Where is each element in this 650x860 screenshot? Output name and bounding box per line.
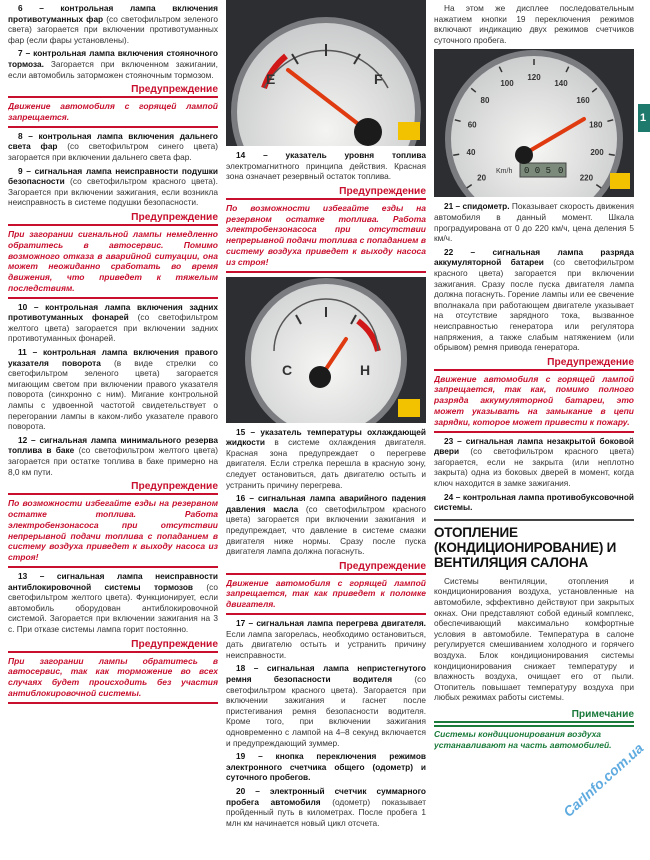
paragraph <box>8 166 218 208</box>
item-text: (со светофильтром красного цвета). Загорается при включении зажигания и гаснет после пристегивания ремня безопасности водителя. Кроме того, при включении зажигания одновременно с лампой на 4–8 секунд включается и предупреждающий зуммер. <box>226 674 426 748</box>
item-text: Если лампа загорелась, необходимо остановиться, дать двигателю остыть и устранить причину неисправности. <box>226 628 426 660</box>
watermark-text: CarInfo.com.ua <box>560 739 647 820</box>
speed-tick-label: 180 <box>589 120 603 130</box>
item-heading: 23 – сигнальная лампа незакрытой боковой двери <box>434 435 634 457</box>
speed-tick-label: 120 <box>527 73 541 83</box>
item-heading: 12 – сигнальная лампа минимального резерва топлива в баке <box>8 434 218 456</box>
trip-display: 0 <box>558 166 564 177</box>
warning-title: Предупреждение <box>226 186 426 200</box>
warning-text: Движение автомобиля с горящей лампой запрещается, так как приведет к поломке двигателя. <box>226 577 426 610</box>
warning-divider <box>8 702 218 704</box>
item-heading: 13 – сигнальная лампа неисправности антиблокировочной системы тормозов <box>8 570 218 592</box>
warning-title: Предупреждение <box>8 481 218 495</box>
fuel-empty-label: E <box>266 71 276 87</box>
item-text: (со светофильтром зеленого света) загорается при включении противотуманных фар (если фары установлены). <box>8 13 218 45</box>
item-heading: 11 – контрольная лампа включения правого указателя поворота <box>8 347 218 368</box>
item-heading: 17 – сигнальная лампа перегрева двигателя. <box>236 618 426 629</box>
item-text: (со светофильтром красного цвета) загорается при включении зажигания и предупреждает, что давление в системе смазки двигателя ниже нормы. Сразу после пуска двигателя лампа должна погаснуть. <box>226 503 426 557</box>
paragraph <box>8 302 218 344</box>
fuel-gauge-graphic <box>226 0 426 146</box>
speedometer-photo <box>434 49 634 197</box>
item-text: (одометр) показывает пройденный путь в километрах. После пробега 1 млн км начинается новый цикл отсчета. <box>226 796 426 828</box>
warning-divider <box>226 613 426 615</box>
page-number-tab: 1 <box>638 104 650 132</box>
item-heading: 22 – сигнальная лампа разряда аккумуляторной батареи <box>434 246 634 268</box>
item-heading: 10 – контрольная лампа включения задних противотуманных фонарей <box>8 301 218 323</box>
paragraph <box>434 492 634 513</box>
speedometer-graphic <box>434 49 634 197</box>
section-title: ОТОПЛЕНИЕ (КОНДИЦИОНИРОВАНИЕ) И ВЕНТИЛЯЦИЯ САЛОНА <box>434 519 634 570</box>
paragraph <box>8 347 218 432</box>
speed-tick-label: 220 <box>579 174 594 184</box>
item-text: Показывает скорость движения автомобиля в данный момент. Шкала проградуирована от 0 до 220 км/ч, цена деления 5 км/ч. <box>434 201 634 244</box>
paragraph <box>226 618 426 660</box>
col3-top-text <box>434 3 634 45</box>
warning-title: Предупреждение <box>226 561 426 575</box>
item-heading: 18 – сигнальная лампа непристегнутого ремня безопасности водителя <box>226 663 426 685</box>
item-text: (со светофильтром красного цвета). Загорается при включении зажигания, если возникла неисправность в системе подушки безопасности. <box>8 176 218 208</box>
odometer-display: 0 0 5 <box>524 166 552 177</box>
paragraph <box>8 435 218 477</box>
warning-divider <box>434 431 634 433</box>
speed-tick-label: 200 <box>590 148 604 158</box>
item-text: (в виде стрелки со светофильтром зеленого цвета) загорается мигающим светом при включении правого указателя поворота (синхронно с ним). Мигание контрольной лампы с удвоенной частотой свидетельствует о перегорании лампы в каком-либо указателе правого поворота. <box>8 357 218 432</box>
paragraph <box>434 3 634 45</box>
warning-text: При загорании лампы обратитесь в автосервис, так как торможение во всех случаях будет происходить без участия антиблокировочной системы. <box>8 655 218 698</box>
item-text: (со светофильтром желтого цвета) загорается при включении задних противотуманных фонарей. <box>8 312 218 344</box>
warning-text: Движение автомобиля с горящей лампой запрещается. <box>8 101 218 122</box>
col2-top-text <box>226 150 426 273</box>
item-text: Загорается при включенном зажигании, если автомобиль заторможен стояночным тормозом. <box>8 58 218 80</box>
speed-tick-label: 80 <box>480 96 490 106</box>
paragraph <box>8 131 218 163</box>
item-heading: 15 – указатель температуры охлаждающей жидкости <box>226 426 426 448</box>
item-heading: 8 – контрольная лампа включения дальнего света фар <box>8 130 218 152</box>
item-text: (со светофильтром красного цвета) загорается, если не закрыта (или неплотно закрыта) одна из боковых дверей в момент, когда ключ находится в замке зажигания. <box>434 446 634 489</box>
warning-divider <box>8 297 218 299</box>
item-text: электромагнитного принципа действия. Красная зона означает резервный остаток топлива. <box>226 160 426 182</box>
warning-text: При загорании сигнальной лампы немедленно обратитесь в автосервис. Помимо возможного отказа в аварийной ситуации, она может неожиданно сработать во время движения, что приведет к тяжелым последствиям. <box>8 228 218 293</box>
col2-bottom-text <box>226 427 426 829</box>
item-heading: 21 – спидометр. <box>444 201 510 212</box>
item-heading: 16 – сигнальная лампа аварийного падения давления масла <box>226 493 426 514</box>
speed-tick-mark <box>609 155 615 156</box>
paragraph <box>434 436 634 489</box>
temp-hot-label: H <box>360 361 371 378</box>
item-heading: 24 – контрольная лампа противобуксовочной системы. <box>434 491 634 513</box>
item-heading: 20 – электронный счетчик суммарного пробега автомобиля <box>226 785 426 807</box>
speed-tick-label: 20 <box>477 174 487 184</box>
warning-title: Предупреждение <box>434 357 634 371</box>
col3-mid-text <box>434 201 634 512</box>
warning-divider <box>226 271 426 273</box>
speed-tick-label: 100 <box>500 79 514 89</box>
item-text: (со светофильтром желтого цвета). Функционирует, если автомобиль оборудован антиблокировочной системой. Загорается при включении зажигания на 3 с. При отказе системы лампа горит постоянно. <box>8 581 218 634</box>
warning-title: Предупреждение <box>8 212 218 226</box>
paragraph <box>226 663 426 748</box>
paragraph <box>434 247 634 353</box>
speed-tick-label: 40 <box>466 148 476 158</box>
paragraph <box>226 493 426 557</box>
item-text: (со светофильтром желтого цвета) загорается при остатке топлива в баке примерно на 8,0 км пути. <box>8 445 218 477</box>
item-text: На этом же дисплее последовательным нажатием кнопки 19 переключения режимов включают индикацию двух режимов счетчиков суточного пробега. <box>434 3 634 45</box>
column-right <box>434 0 634 860</box>
item-heading: 9 – сигнальная лампа неисправности подушки безопасности <box>8 165 218 187</box>
speed-tick-label: 160 <box>576 96 590 106</box>
column-left <box>8 0 218 860</box>
temp-gauge-graphic <box>226 277 426 423</box>
speed-tick-label: 60 <box>467 120 477 130</box>
paragraph <box>226 751 426 783</box>
paragraph <box>226 786 426 828</box>
warning-divider <box>8 566 218 568</box>
warning-title: Предупреждение <box>8 84 218 98</box>
paragraph <box>8 48 218 80</box>
paragraph <box>434 201 634 243</box>
item-text: в системе охлаждения двигателя. Красная зона предупреждает о перегреве двигателя. Если стрелка перешла в красную зону, следует остановиться, дать двигателю остыть и устранить причину перегрева. <box>226 437 426 490</box>
temp-gauge-photo <box>226 277 426 423</box>
section-body: Системы вентиляции, отопления и кондиционирования воздуха, установленные на автомобиле, эффективно действуют при закрытых окнах. Они представляют собой единый комплекс, обеспечивающий максимально комфортные условия в автомобиле. Температура в салоне регулируется смешиванием холодного и горячего воздуха. Блок кондиционирования системы кондиционирования снижает температуру и влажность воздуха, очищает его от пыли. Отопитель повышает температуру воздуха при любых режимах работы системы. <box>434 575 634 703</box>
item-heading: 19 – кнопка переключения режимов электронного счетчика общего (одометр) и суточного пробегов. <box>226 751 426 783</box>
item-heading: 14 – указатель уровня топлива <box>236 150 426 160</box>
temp-cold-label: C <box>282 361 293 378</box>
speed-tick-mark <box>453 155 459 156</box>
paragraph <box>8 3 218 45</box>
fuel-full-label: F <box>374 71 383 87</box>
warning-text: По возможности избегайте езды на резервном остатке топлива. Работа электробензонасоса при отсутствии непрерывной подачи топлива с попаданием в систему воздуха приведет к выходу насоса из строя! <box>8 498 218 563</box>
item-text: (со светофильтром синего цвета) загорается при включении дальнего света фар. <box>8 141 218 162</box>
paragraph <box>226 150 426 182</box>
paragraph <box>8 571 218 635</box>
item-heading: 7 – контрольная лампа включения стояночного тормоза. <box>8 48 218 69</box>
item-text: (со светофильтром красного цвета) загорается при включении зажигания. Сразу после пуска двигателя лампа должна погаснуть. Горение лампы или ее свечение вполнакала при работающем двигателе указывает на отсутствие зарядного тока, вызванное неисправностью генератора или регулятора напряжения, а также слабым натяжением (или обрывом) ремня привода генератора. <box>434 257 634 353</box>
column-middle <box>226 0 426 860</box>
warning-text: По возможности избегайте езды на резервном остатке топлива. Работа электробензонасоса при отсутствии непрерывной подачи топлива с попаданием в систему воздуха приведет к выходу насоса из строя! <box>226 202 426 267</box>
warning-divider <box>8 126 218 128</box>
speed-tick-label: 140 <box>554 79 568 89</box>
paragraph <box>226 427 426 491</box>
warning-text: Движение автомобиля с горящей лампой запрещается, так как, помимо полного разряда аккумуляторной батареи, это может указывать на замыкание в цепи зарядки, которое может привести к пожару. <box>434 373 634 427</box>
warning-title: Предупреждение <box>8 639 218 653</box>
speed-unit-label: Km/h <box>496 168 513 176</box>
note-title: Примечание <box>434 709 634 723</box>
item-heading: 6 – контрольная лампа включения противотуманных фар <box>8 3 218 24</box>
fuel-gauge-photo <box>226 0 426 146</box>
note-text: Системы кондиционирования воздуха устанавливают на часть автомобилей. <box>434 725 634 751</box>
